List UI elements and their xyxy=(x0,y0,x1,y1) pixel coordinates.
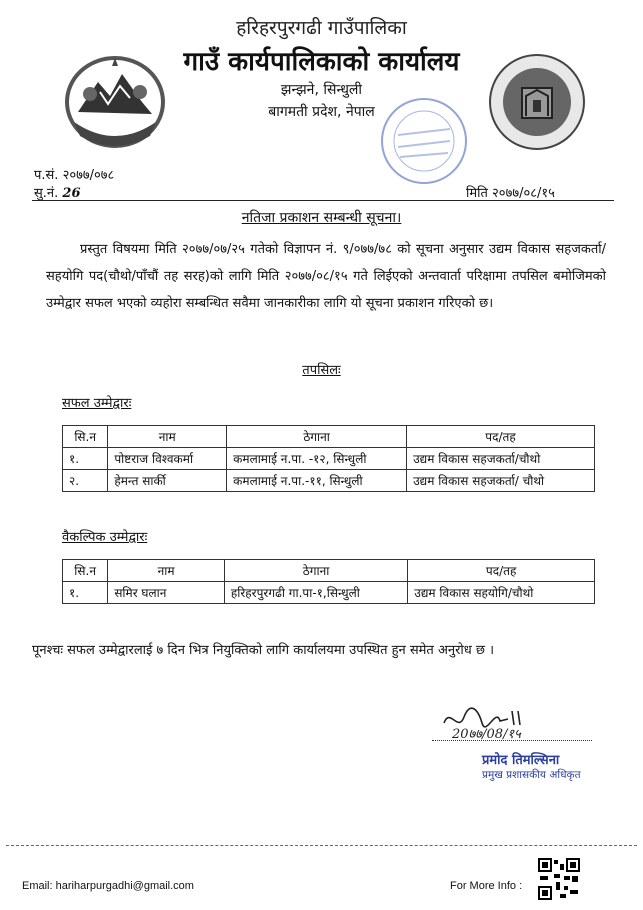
col-post: पद/तह xyxy=(408,560,595,582)
signature-line xyxy=(432,740,592,741)
col-name: नाम xyxy=(108,426,227,448)
cell-serial: १. xyxy=(63,448,108,470)
alternate-heading: वैकल्पिक उम्मेद्वारः xyxy=(62,530,148,545)
office-stamp xyxy=(378,95,470,187)
notice-date: मिति २०७७/०८/१५ xyxy=(466,186,555,201)
cell-serial: १. xyxy=(63,582,108,604)
col-serial: सि.न xyxy=(63,560,108,582)
table-header-row xyxy=(63,426,595,448)
chalani-number xyxy=(34,183,81,201)
fiscal-reference: प.सं. २०७७/०७८ xyxy=(34,168,115,183)
chalani-label: सु.नं. xyxy=(34,186,59,201)
signatory-title: प्रमुख प्रशासकीय अधिकृत xyxy=(482,769,581,781)
municipality-name: हरिहरपुरगढी गाउँपालिका xyxy=(236,17,407,39)
cell-address: कमलामाई न.पा. -१२, सिन्धुली xyxy=(227,448,407,470)
successful-table xyxy=(62,425,595,492)
qr-code-icon xyxy=(538,858,580,900)
office-location: झन्झने, सिन्धुली xyxy=(280,82,363,98)
chalani-value: 26 xyxy=(62,186,81,201)
handwritten-signature xyxy=(438,703,598,741)
header-divider xyxy=(32,200,614,201)
successful-heading: सफल उम्मेद्वारः xyxy=(62,396,132,411)
table-row xyxy=(63,470,595,492)
office-province: बागमती प्रदेश, नेपाल xyxy=(268,104,375,120)
cell-address: कमलामाई न.पा.-११, सिन्धुली xyxy=(227,470,407,492)
footer-email: Email: hariharpurgadhi@gmail.com xyxy=(22,880,194,892)
nepal-emblem-logo xyxy=(60,52,170,152)
col-post: पद/तह xyxy=(407,426,595,448)
cell-name: पोष्टराज विश्वकर्मा xyxy=(108,448,227,470)
table-header-row xyxy=(63,560,595,582)
col-name: नाम xyxy=(108,560,225,582)
notice-subject: नतिजा प्रकाशन सम्बन्धी सूचना। xyxy=(241,210,402,226)
cell-name: हेमन्त सार्की xyxy=(108,470,227,492)
col-address: ठेगाना xyxy=(224,560,407,582)
footer-divider xyxy=(6,845,637,846)
cell-address: हरिहरपुरगढी गा.पा-१,सिन्धुली xyxy=(224,582,407,604)
alternate-table xyxy=(62,559,595,604)
signature-date: 20७७/08/१५ xyxy=(452,727,521,741)
signatory-name: प्रमोद तिमल्सिना xyxy=(482,753,560,768)
cell-post: उद्यम विकास सहजकर्ता/चौथो xyxy=(407,448,595,470)
cell-serial: २. xyxy=(63,470,108,492)
notice-body: प्रस्तुत विषयमा मिति २०७७/०७/२५ गतेको विज्ञापन नं. ९/०७७/७८ को सूचना अनुसार उद्यम विकास सहजकर्ता/सहयोगि पद(चौथो/पाँचौं तह सरह)को लागि मिति २०७७/०८/१५ गते लिईएको अन्तवार्ता परिक्षामा तपसिल बमोजिमको उम्मेद्वार सफल भएको व्यहोरा सम्बन्धित सवैमा जानकारीका लागि यो सूचना प्रकाशन गरिएको छ। xyxy=(46,242,606,311)
table-row xyxy=(63,448,595,470)
postscript-note: पूनश्चः सफल उम्मेद्वारलाई ७ दिन भित्र नियुक्तिको लागि कार्यालयमा उपस्थित हुन समेत अनुरोध छ । xyxy=(32,643,495,658)
cell-post: उद्यम विकास सहयोगि/चौथो xyxy=(408,582,595,604)
col-address: ठेगाना xyxy=(227,426,407,448)
col-serial: सि.न xyxy=(63,426,108,448)
details-heading: तपसिलः xyxy=(302,363,341,378)
cell-post: उद्यम विकास सहजकर्ता/ चौथो xyxy=(407,470,595,492)
municipality-seal-logo xyxy=(486,52,588,152)
cell-name: समिर घलान xyxy=(108,582,225,604)
office-title: गाउँ कार्यपालिकाको कार्यालय xyxy=(183,47,460,77)
table-row xyxy=(63,582,595,604)
footer-more-info: For More Info : xyxy=(450,880,523,892)
